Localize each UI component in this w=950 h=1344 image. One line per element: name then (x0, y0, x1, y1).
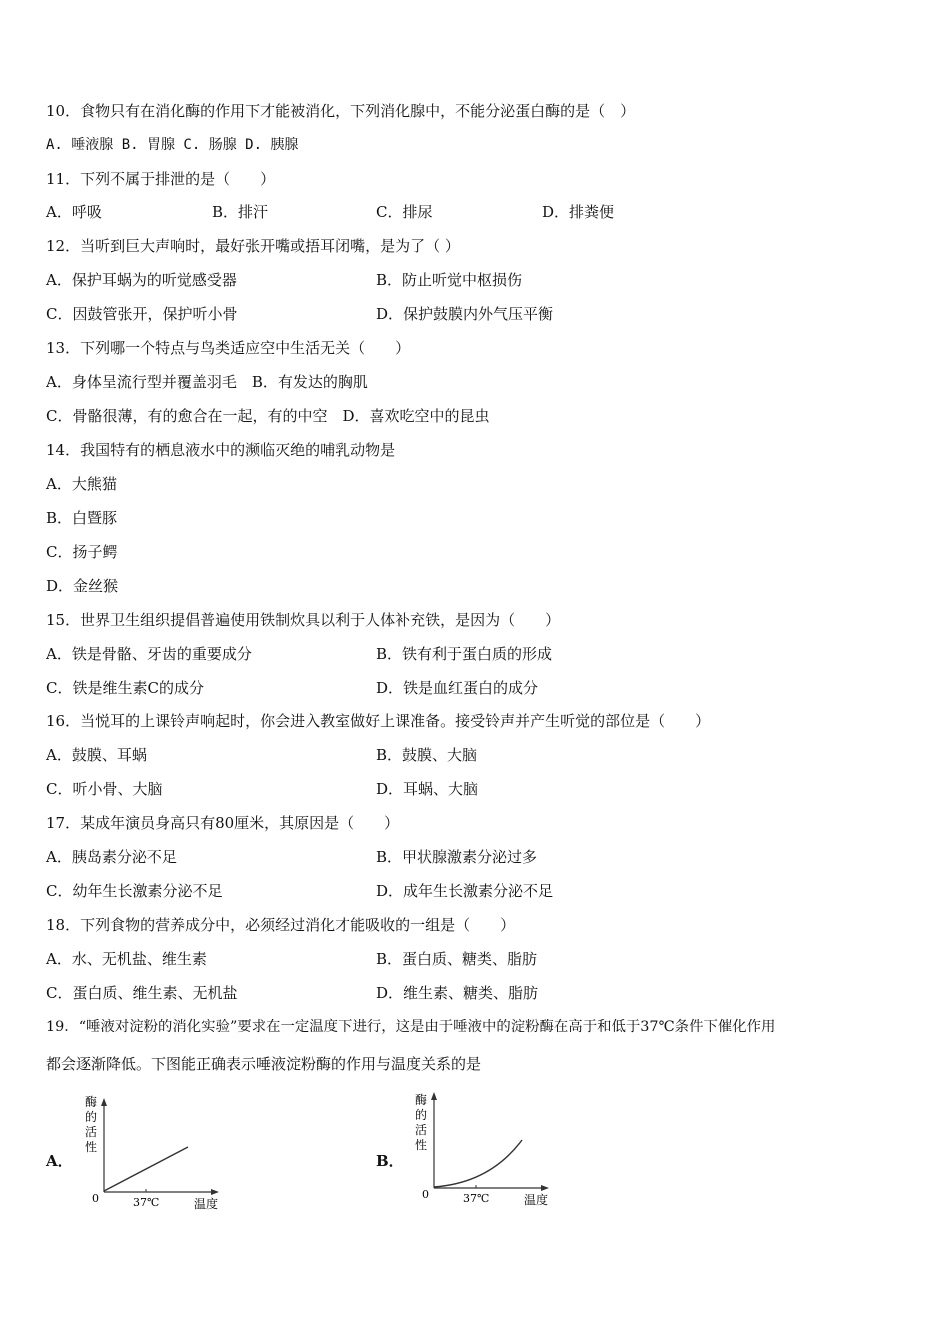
question-18-option-d: D．维生素、糖类、脂肪 (376, 984, 539, 1002)
question-12-stem: 12．当听到巨大声响时，最好张开嘴或捂耳闭嘴，是为了（ ） (46, 237, 460, 255)
graph-a-enzyme-temperature-linear (80, 1092, 230, 1216)
graph-b-x-arrow (541, 1185, 549, 1191)
question-14-option-a: A．大熊猫 (46, 475, 117, 493)
question-11-stem: 11．下列不属于排泄的是（ ） (46, 170, 276, 188)
question-18-option-b: B．蛋白质、糖类、脂肪 (376, 950, 538, 968)
graph-b-y-arrow (431, 1092, 437, 1100)
question-18-stem: 18．下列食物的营养成分中，必须经过消化才能吸收的一组是（ ） (46, 916, 516, 934)
graph-a-curve (104, 1147, 188, 1191)
question-14-option-d: D．金丝猴 (46, 577, 119, 595)
question-19-stem-line-1: 19．“唾液对淀粉的消化实验”要求在一定温度下进行，这是由于唾液中的淀粉酶在高于和低于37℃条件下催化作用 (46, 1019, 776, 1035)
question-13-stem: 13．下列哪一个特点与鸟类适应空中生活无关（ ） (46, 339, 411, 357)
question-18-option-c: C．蛋白质、维生素、无机盐 (46, 984, 238, 1002)
graph-a-tick-label: 37℃ (133, 1196, 160, 1209)
question-12-option-c: C．因鼓管张开，保护听小骨 (46, 305, 238, 323)
graph-b-enzyme-temperature-rising (410, 1088, 560, 1212)
question-14-option-c: C．扬子鳄 (46, 543, 118, 561)
question-17-option-d: D．成年生长激素分泌不足 (376, 882, 554, 900)
question-11-option-c: C．排尿 (376, 203, 433, 221)
question-15-option-c: C．铁是维生素C的成分 (46, 679, 204, 697)
question-15-stem: 15．世界卫生组织提倡普遍使用铁制炊具以利于人体补充铁，是因为（ ） (46, 611, 561, 629)
question-13-options-ab: A．身体呈流行型并覆盖羽毛 B．有发达的胸肌 (46, 373, 368, 391)
graph-b-curve (434, 1140, 522, 1187)
question-15-option-a: A．铁是骨骼、牙齿的重要成分 (46, 645, 252, 663)
question-12-option-a: A．保护耳蜗为的听觉感受器 (46, 271, 237, 289)
question-16-option-d: D．耳蜗、大脑 (376, 780, 479, 798)
question-14-stem: 14．我国特有的栖息液水中的濒临灭绝的哺乳动物是 (46, 441, 396, 459)
question-16-option-a: A．鼓膜、耳蜗 (46, 746, 147, 764)
graph-a-ylabel-4: 性 (85, 1140, 98, 1154)
graph-a-ylabel-1: 酶 (85, 1095, 98, 1109)
question-16-option-b: B．鼓膜、大脑 (376, 746, 478, 764)
question-17-stem: 17．某成年演员身高只有80厘米，其原因是（ ） (46, 814, 400, 832)
question-17-option-c: C．幼年生长激素分泌不足 (46, 882, 223, 900)
graph-a-x-arrow (211, 1189, 219, 1195)
graph-b-ylabel-2: 的 (415, 1108, 428, 1122)
question-18-option-a: A．水、无机盐、维生素 (46, 950, 207, 968)
question-14-option-b: B．白暨豚 (46, 509, 118, 527)
graph-a-ylabel-2: 的 (85, 1110, 98, 1124)
graph-b-ylabel-1: 酶 (415, 1093, 428, 1107)
graph-b-ylabel-4: 性 (415, 1138, 428, 1152)
graph-b-option-label: B． (376, 1152, 404, 1170)
question-11-option-b: B．排汗 (212, 203, 269, 221)
question-15-option-b: B．铁有利于蛋白质的形成 (376, 645, 553, 663)
question-10-options: A. 唾液腺 B. 胃腺 C. 肠腺 D. 胰腺 (46, 137, 299, 153)
question-17-option-a: A．胰岛素分泌不足 (46, 848, 177, 866)
graph-b-origin: 0 (422, 1188, 429, 1201)
graph-b-x-label: 温度 (524, 1193, 549, 1207)
graph-b-ylabel-3: 活 (415, 1123, 428, 1137)
question-19-stem-line-2: 都会逐渐降低。下图能正确表示唾液淀粉酶的作用与温度关系的是 (46, 1055, 482, 1073)
graph-a-ylabel-3: 活 (85, 1125, 98, 1139)
question-13-options-cd: C．骨骼很薄，有的愈合在一起，有的中空 D．喜欢吃空中的昆虫 (46, 407, 490, 425)
question-10-stem: 10．食物只有在消化酶的作用下才能被消化，下列消化腺中，不能分泌蛋白酶的是（ ） (46, 102, 636, 120)
graph-a-option-label: A． (46, 1152, 73, 1170)
question-16-stem: 16．当悦耳的上课铃声响起时，你会进入教室做好上课准备。接受铃声并产生听觉的部位是（ ） (46, 712, 711, 730)
graph-a-x-label: 温度 (194, 1197, 219, 1211)
graph-a-origin: 0 (92, 1192, 99, 1205)
question-11-option-d: D．排粪便 (542, 203, 615, 221)
question-12-option-b: B．防止听觉中枢损伤 (376, 271, 523, 289)
graph-b-tick-label: 37℃ (463, 1192, 490, 1205)
question-12-option-d: D．保护鼓膜内外气压平衡 (376, 305, 554, 323)
question-16-option-c: C．听小骨、大脑 (46, 780, 163, 798)
graph-a-y-arrow (101, 1098, 107, 1106)
question-11-option-a: A．呼吸 (46, 203, 102, 221)
question-17-option-b: B．甲状腺激素分泌过多 (376, 848, 538, 866)
question-15-option-d: D．铁是血红蛋白的成分 (376, 679, 539, 697)
